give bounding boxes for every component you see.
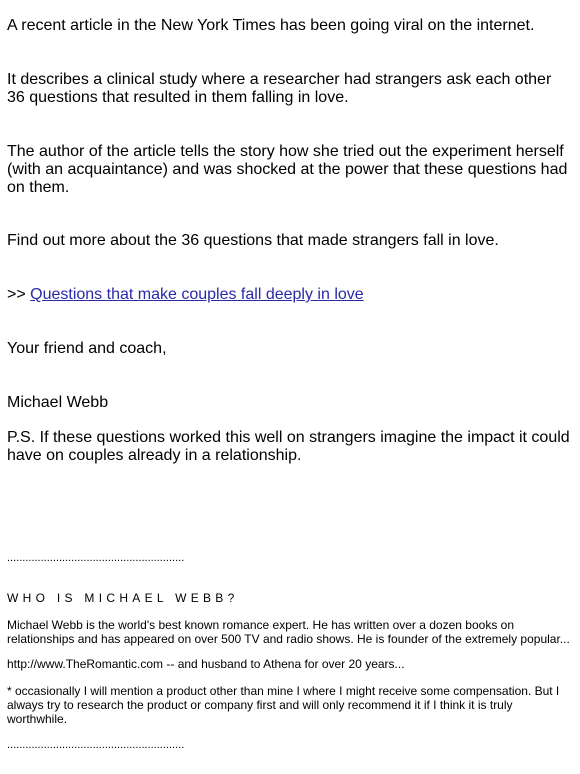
signature: Michael Webb bbox=[7, 394, 109, 411]
questions-link[interactable]: Questions that make couples fall deeply in love bbox=[30, 286, 364, 303]
postscript: P.S. If these questions worked this well on strangers imagine the impact it could have on couples already in a relationship. bbox=[7, 429, 570, 464]
paragraph-intro: A recent article in the New York Times has been going viral on the internet. bbox=[7, 17, 535, 34]
signoff: Your friend and coach, bbox=[7, 340, 167, 357]
divider-top: .......................................................... bbox=[7, 552, 185, 564]
disclosure: * occasionally I will mention a product other than mine I where I might receive some compensation. But I always try to research the product or company first and will only recommend it if I think it is truly worthwhile. bbox=[7, 684, 560, 726]
link-line bbox=[7, 286, 573, 304]
paragraph-author: The author of the article tells the story how she tried out the experiment herself (with an acquaintance) and was shocked at the power that these questions had on them. bbox=[7, 143, 568, 196]
paragraph-study: It describes a clinical study where a researcher had strangers ask each other 36 questions that resulted in them falling in love. bbox=[7, 71, 552, 106]
paragraph-find-out: Find out more about the 36 questions that made strangers fall in love. bbox=[7, 232, 499, 249]
author-bio: Michael Webb is the world's best known romance expert. He has written over a dozen books on relationships and has appeared on over 500 TV and radio shows. He is founder of the extremely popular... bbox=[7, 618, 570, 646]
divider-bottom: .......................................................... bbox=[7, 739, 185, 751]
about-heading: WHO IS MICHAEL WEBB? bbox=[7, 591, 239, 605]
link-prefix: >> bbox=[7, 286, 31, 303]
website-line: http://www.TheRomantic.com -- and husband to Athena for over 20 years... bbox=[7, 657, 405, 671]
